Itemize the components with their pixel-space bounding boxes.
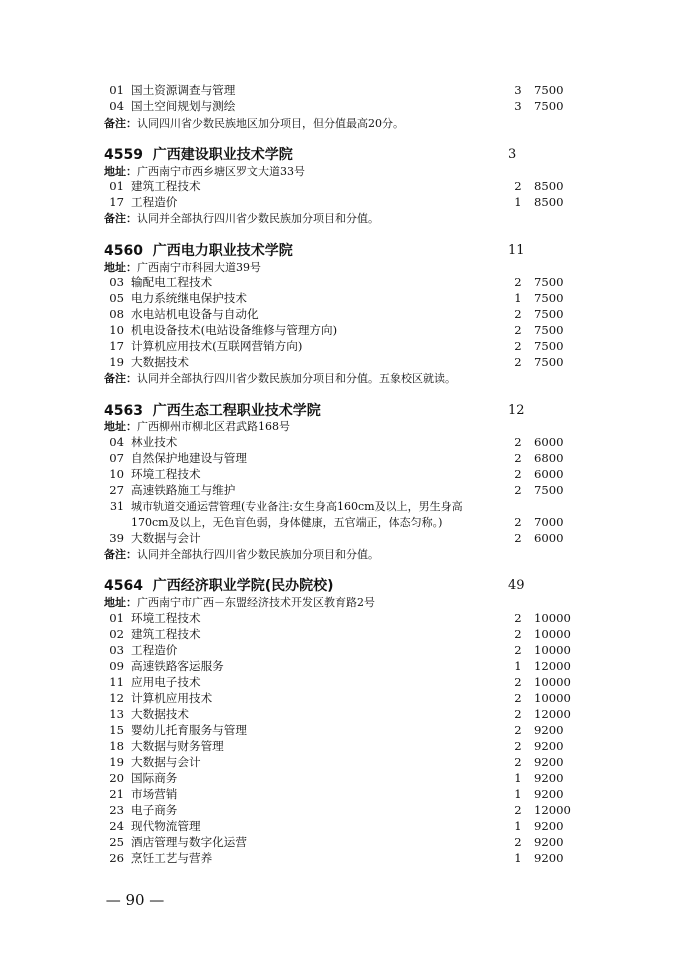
program-row: 07 自然保护地建设与管理 2 6800 [109,451,564,465]
program-row: 11 应用电子技术 2 10000 [109,675,571,689]
program-row: 27 高速铁路施工与维护 2 7500 [109,483,564,497]
school-heading: 4564 广西经济职业学院(民办院校) 49 [104,578,525,594]
program-row: 02 建筑工程技术 2 10000 [109,627,571,641]
program-row: 12 计算机应用技术 2 10000 [109,691,571,705]
school-address: 地址：广西南宁市西乡塘区罗文大道33号 [104,165,305,178]
program-row: 04 国土空间规划与测绘 3 7500 [109,99,564,113]
school-heading: 4560 广西电力职业技术学院 11 [104,243,525,259]
program-row: 09 高速铁路客运服务 1 12000 [109,659,571,673]
remark-line: 备注：认同并全部执行四川省少数民族加分项目和分值。 [104,548,379,561]
program-row: 05 电力系统继电保护技术 1 7500 [109,291,564,305]
school-address: 地址：广西柳州市柳北区君武路168号 [104,420,290,433]
program-row: 13 大数据技术 2 12000 [109,707,571,721]
program-row: 01 国土资源调查与管理 3 7500 [109,83,564,97]
school-heading: 4563 广西生态工程职业技术学院 12 [104,403,525,419]
program-row: 25 酒店管理与数字化运营 2 9200 [109,835,564,849]
remark-line: 备注：认同并全部执行四川省少数民族加分项目和分值。 [104,212,379,225]
program-row: 15 婴幼儿托育服务与管理 2 9200 [109,723,564,737]
program-row: 01 建筑工程技术 2 8500 [109,179,564,193]
page-number: — 90 — [105,891,165,909]
program-row: 03 输配电工程技术 2 7500 [109,275,564,289]
program-row: 10 机电设备技术(电站设备维修与管理方向) 2 7500 [109,323,564,337]
program-row: 24 现代物流管理 1 9200 [109,819,564,833]
school-address: 地址：广西南宁市科园大道39号 [104,261,261,274]
program-row: 17 计算机应用技术(互联网营销方向) 2 7500 [109,339,564,353]
program-row: 19 大数据技术 2 7500 [109,355,564,369]
program-row: 23 电子商务 2 12000 [109,803,571,817]
program-row: 39 大数据与会计 2 6000 [109,531,564,545]
program-row: 26 烹饪工艺与营养 1 9200 [109,851,564,865]
program-row: 04 林业技术 2 6000 [109,435,564,449]
program-row: 01 环境工程技术 2 10000 [109,611,571,625]
program-row: 31 城市轨道交通运营管理(专业备注:女生身高160cm及以上，男生身高 [110,500,463,513]
school-heading: 4559 广西建设职业技术学院 3 [104,147,517,163]
school-address: 地址：广西南宁市广西－东盟经济技术开发区教育路2号 [104,596,375,609]
program-row: 20 国际商务 1 9200 [109,771,564,785]
program-row-continued: 170cm及以上，无色盲色弱，身体健康，五官端正，体态匀称。) 2 7000 [131,515,564,529]
program-row: 21 市场营销 1 9200 [109,787,564,801]
program-row: 08 水电站机电设备与自动化 2 7500 [109,307,564,321]
remark-line: 备注：认同并全部执行四川省少数民族加分项目和分值。五象校区就读。 [104,372,456,385]
program-row: 18 大数据与财务管理 2 9200 [109,739,564,753]
program-row: 03 工程造价 2 10000 [109,643,571,657]
remark-line: 备注：认同四川省少数民族地区加分项目，但分值最高20分。 [104,117,404,130]
program-row: 10 环境工程技术 2 6000 [109,467,564,481]
program-row: 17 工程造价 1 8500 [109,195,564,209]
program-row: 19 大数据与会计 2 9200 [109,755,564,769]
